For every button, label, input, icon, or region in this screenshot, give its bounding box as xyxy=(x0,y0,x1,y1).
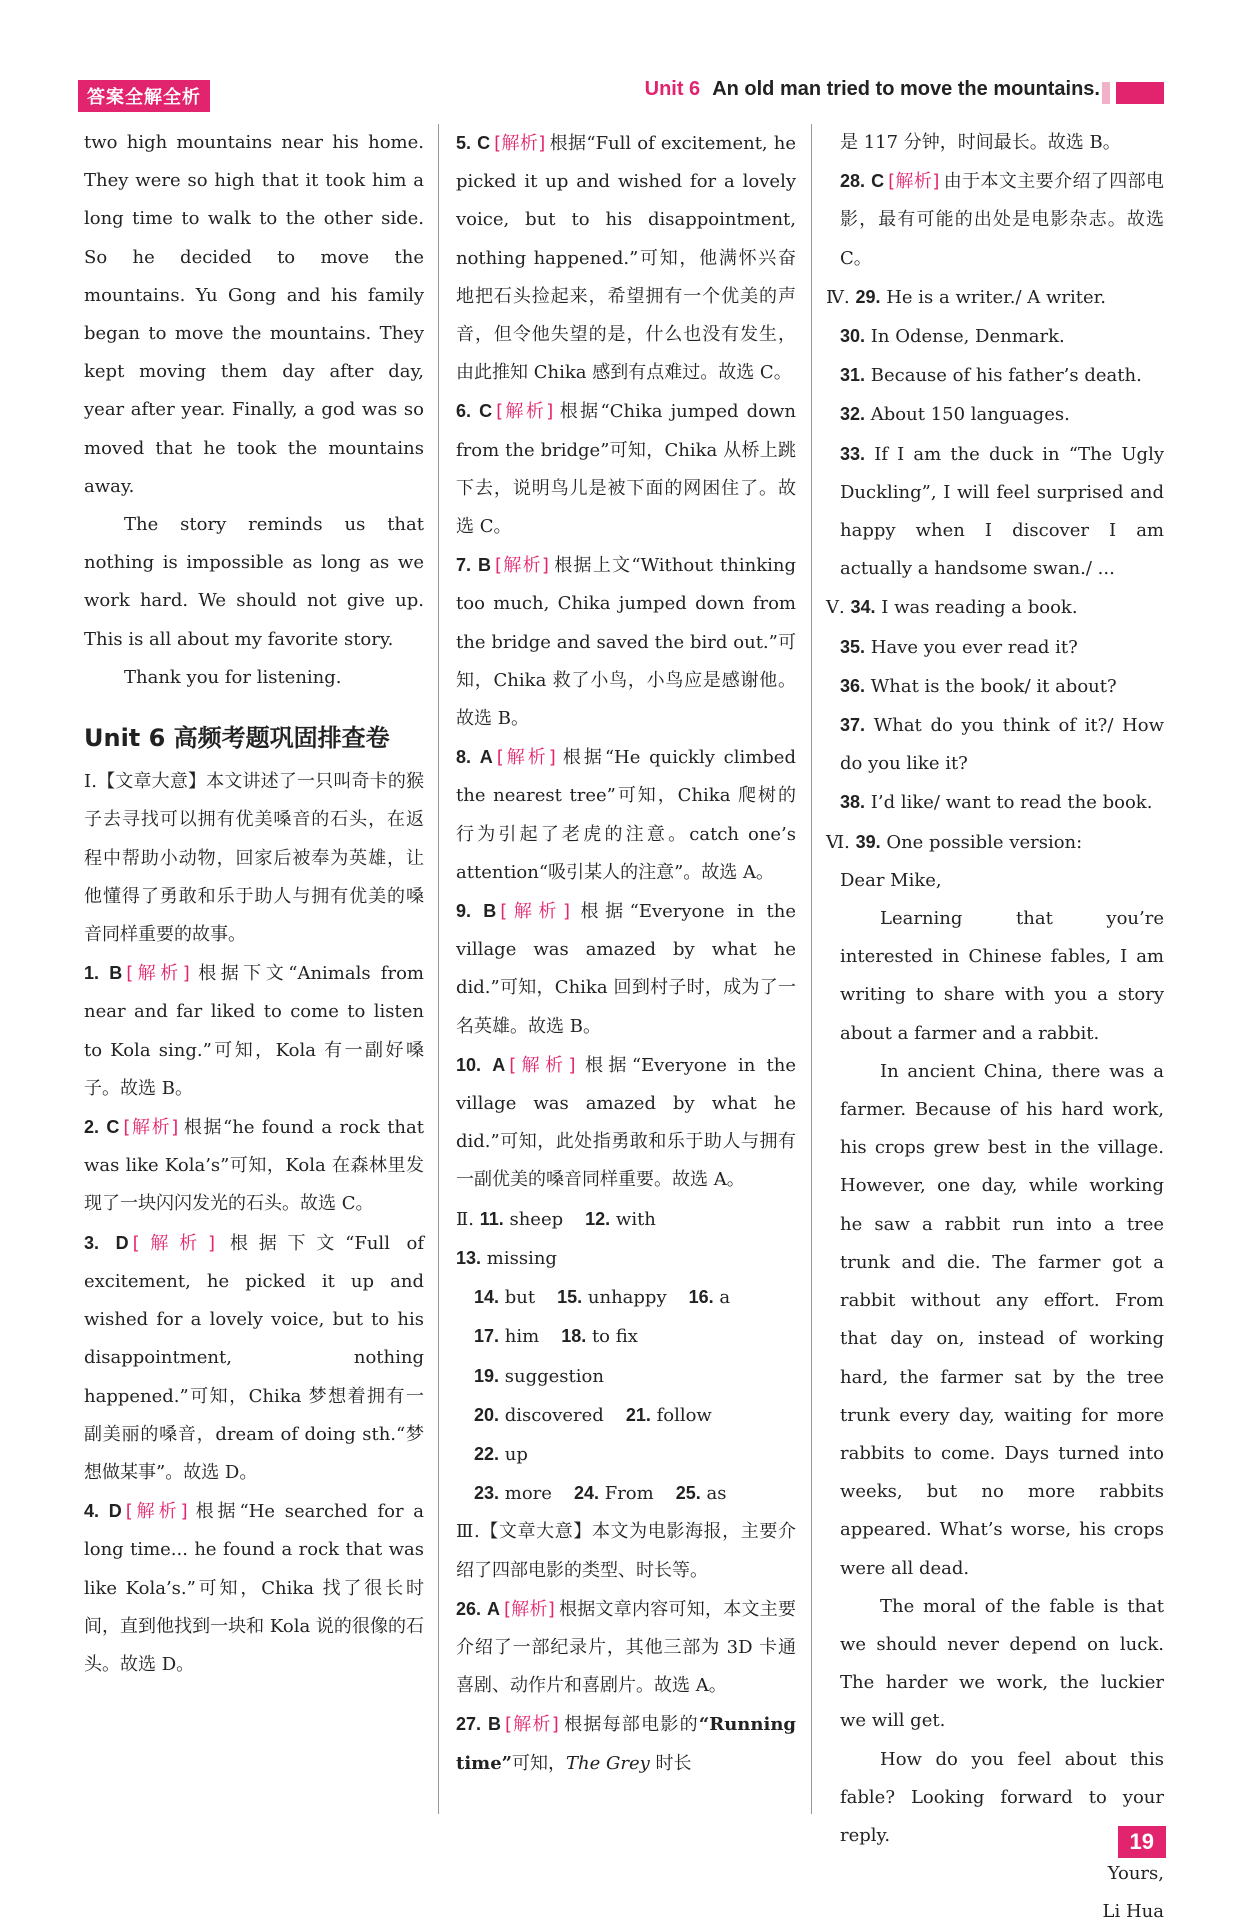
speech-paragraph-1: two high mountains near his home. They were so high that it took him a long time to walk to the other side. So he decided to move the mountains. Yu Gong and his family began to move the mountains. They kept moving them day after day, year after year. Finally, a god was so moved that he took the mountains away. xyxy=(84,132,424,497)
middle-column xyxy=(456,124,796,1783)
letter-signature: Li Hua xyxy=(1102,1901,1164,1923)
part-iii-summary: Ⅲ.【文章大意】本文为电影海报，主要介绍了四部电影的类型、时长等。 xyxy=(456,1521,796,1581)
answer-31: 31. Because of his father’s death. xyxy=(840,365,1142,387)
answer-key-tag: 答案全解全析 xyxy=(78,80,210,112)
fill-row: Ⅱ. 11. sheep 12. with13. missing xyxy=(456,1208,656,1269)
section-title: Unit 6 高频考题巩固排查卷 xyxy=(84,724,390,753)
answer-34: Ⅴ. 34. I was reading a book. xyxy=(826,597,1078,619)
answer-10: 10. A [解析] 根据“Everyone in the village was amazed by what he did.”可知，此处指勇敢和乐于助人与拥有一副优美的嗓音同样重要。故选 A。 xyxy=(456,1054,796,1191)
header-accent-light xyxy=(1102,82,1110,104)
answer-26: 26. A [解析] 根据文章内容可知，本文主要介绍了一部纪录片，其他三部为 3D 卡通喜剧、动作片和喜剧片。故选 A。 xyxy=(456,1598,796,1697)
part-i-summary: Ⅰ.【文章大意】本文讲述了一只叫奇卡的猴子去寻找可以拥有优美嗓音的石头，在返程中帮助小动物，回家后被奉为英雄，让他懂得了勇敢和乐于助人与拥有优美的嗓音同样重要的故事。 xyxy=(84,771,424,946)
fill-row: 17. him 18. to fix19. suggestion xyxy=(474,1326,638,1387)
answer-1: 1. B [解析] 根据下文“Animals from near and far liked to come to listen to Kola sing.”可知，Kola 有一副好嗓子。故选 B。 xyxy=(84,963,424,1099)
unit-title: An old man tried to move the mountains. xyxy=(712,78,1100,100)
unit-label: Unit 6 xyxy=(644,78,701,100)
answer-38: 38. I’d like/ want to read the book. xyxy=(840,792,1153,814)
answer-33: 33. If I am the duck in “The Ugly Duckling”, I will feel surprised and happy when I discover I am actually a handsome swan./ ... xyxy=(840,443,1164,580)
page-number: 19 xyxy=(1118,1826,1166,1858)
answer-30: 30. In Odense, Denmark. xyxy=(840,326,1065,348)
answer-3: 3. D [解析] 根据下文“Full of excitement, he picked it up and wished for a lovely voice, but to his disappointment, nothing happened.”可知，Chika 梦想着拥有一副美丽的嗓音，dream of doing sth.“梦想做某事”。故选 D。 xyxy=(84,1232,424,1483)
running-header xyxy=(645,78,1100,101)
column-divider-2 xyxy=(811,124,812,1814)
answer-9: 9. B [解析] 根据“Everyone in the village was amazed by what he did.”可知，Chika 回到村子时，成为了一名英雄。故选 B。 xyxy=(456,901,796,1037)
answer-27-continued: 是 117 分钟，时间最长。故选 B。 xyxy=(840,132,1121,153)
letter-closing: Yours, xyxy=(1107,1863,1164,1885)
answer-37: 37. What do you think of it?/ How do you like it? xyxy=(840,715,1164,775)
part-ii-fills xyxy=(456,1200,796,1514)
answer-27: 27. B [解析] 根据每部电影的“Running time”可知，The Grey 时长 xyxy=(456,1714,796,1774)
answer-29: Ⅳ. 29. He is a writer./ A writer. xyxy=(826,286,1106,308)
speech-closing: Thank you for listening. xyxy=(124,666,342,688)
header-accent-bar xyxy=(1116,82,1164,104)
fill-row: 14. but 15. unhappy 16. a xyxy=(474,1287,731,1309)
answer-36: 36. What is the book/ it about? xyxy=(840,675,1117,697)
right-column xyxy=(826,124,1164,1932)
answer-35: 35. Have you ever read it? xyxy=(840,636,1078,658)
answer-8: 8. A [解析] 根据“He quickly climbed the nearest tree”可知，Chika 爬树的行为引起了老虎的注意。catch one’s attention“吸引某人的注意”。故选 A。 xyxy=(456,747,796,883)
letter-paragraph-1: Learning that you’re interested in Chinese fables, I am writing to share with you a story about a farmer and a rabbit. xyxy=(840,908,1164,1044)
left-column xyxy=(84,124,424,1684)
speech-paragraph-2: The story reminds us that nothing is impossible as long as we work hard. We should not give up. This is all about my favorite story. xyxy=(84,514,424,650)
answer-4: 4. D [解析] 根据“He searched for a long time... he found a rock that was like Kola’s.”可知，Chika 找了很长时间，直到他找到一块和 Kola 说的很像的石头。故选 D。 xyxy=(84,1501,424,1675)
answer-7: 7. B [解析] 根据上文“Without thinking too much, Chika jumped down from the bridge and saved the bird out.”可知，Chika 救了小鸟，小鸟应是感谢他。故选 B。 xyxy=(456,555,796,730)
answer-28: 28. C [解析] 由于本文主要介绍了四部电影，最有可能的出处是电影杂志。故选 C。 xyxy=(840,171,1164,269)
column-divider-1 xyxy=(438,124,439,1814)
fill-row: 20. discovered 21. follow22. up xyxy=(474,1404,712,1465)
fill-row: 23. more 24. From 25. as xyxy=(474,1483,727,1505)
answer-32: 32. About 150 languages. xyxy=(840,404,1070,426)
answer-6: 6. C [解析] 根据“Chika jumped down from the bridge”可知，Chika 从桥上跳下去，说明鸟儿是被下面的网困住了。故选 C。 xyxy=(456,401,796,538)
letter-paragraph-3: The moral of the fable is that we should never depend on luck. The harder we work, the luckier we will get. xyxy=(840,1595,1164,1732)
letter-greeting: Dear Mike, xyxy=(840,869,942,891)
letter-paragraph-4: How do you feel about this fable? Looking forward to your reply. xyxy=(840,1748,1164,1846)
answer-5: 5. C [解析] 根据“Full of excitement, he picked it up and wished for a lovely voice, but to his disappointment, nothing happened.”可知，他满怀兴奋地把石头捡起来，希望拥有一个优美的声音，但令他失望的是，什么也没有发生，由此推知 Chika 感到有点难过。故选 C。 xyxy=(456,133,796,384)
letter-paragraph-2: In ancient China, there was a farmer. Because of his hard work, his crops grew best in the village. However, one day, while working he saw a rabbit run into a tree trunk and die. The farmer got a rabbit without any effort. From that day on, instead of working hard, the farmer sat by the tree trunk every day, waiting for more rabbits to come. Days turned into weeks, but no more rabbits appeared. What’s worse, his crops were all dead. xyxy=(840,1060,1164,1579)
answer-2: 2. C [解析] 根据“he found a rock that was like Kola’s”可知，Kola 在森林里发现了一块闪闪发光的石头。故选 C。 xyxy=(84,1117,424,1215)
answer-39: Ⅵ. 39. One possible version: xyxy=(826,831,1083,853)
